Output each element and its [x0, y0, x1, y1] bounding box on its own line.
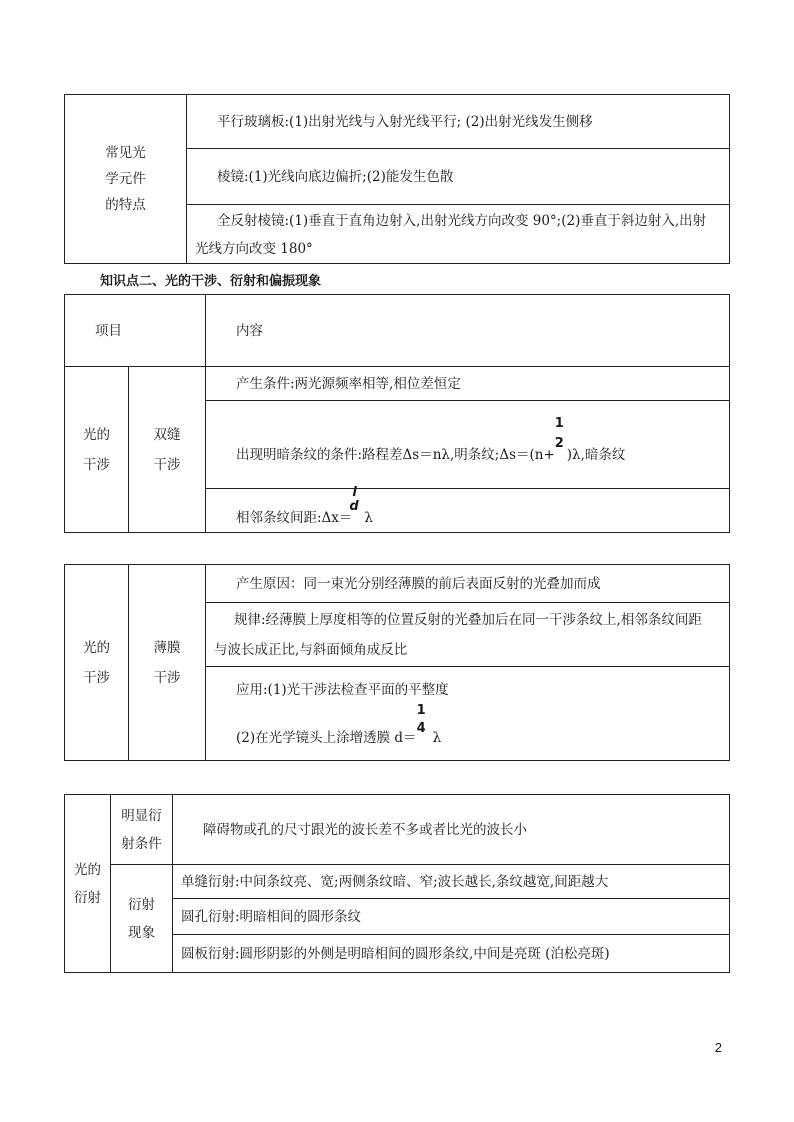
fraction-one-half: 1 2 [554, 415, 564, 451]
rule-row [206, 603, 730, 667]
fringe-spacing-text: 相邻条纹间距:Δx＝ [236, 509, 353, 526]
total-reflection-line-2: 光线方向改变 180° [195, 241, 313, 257]
total-reflection-line-1: 全反射棱镜:(1)垂直于直角边射入,出射光线方向改变 90°;(2)垂直于斜边射入,出射 [217, 213, 707, 229]
category-interference: 光的 干涉 [65, 565, 129, 761]
double-slit-table [64, 294, 730, 533]
fringe-condition-tail: )λ,暗条纹 [566, 446, 626, 463]
subcategory-thin-film: 薄膜 干涉 [129, 565, 206, 761]
single-slit-row: 单缝衍射:中间条纹亮、宽;两侧条纹暗、窄;波长越长,条纹越宽,间距越大 [173, 865, 730, 899]
condition-row: 产生条件:两光源频率相等,相位差恒定 [206, 367, 730, 401]
header-item: 项目 [65, 295, 206, 367]
category-diffraction: 光的 衍射 [65, 795, 111, 973]
diffraction-condition-row: 障碍物或孔的尺寸跟光的波长差不多或者比光的波长小 [173, 795, 730, 865]
thin-film-table [64, 564, 730, 761]
page-number: 2 [714, 1040, 722, 1055]
fraction-one-quarter: 1 4 [416, 702, 426, 736]
fringe-spacing-tail: λ [364, 509, 373, 526]
total-reflection-prism-row [187, 205, 730, 264]
optical-elements-label: 常见光 学元件 的特点 [65, 95, 187, 264]
fringe-condition-row [206, 401, 730, 489]
header-content: 内容 [206, 295, 730, 367]
application-row [206, 667, 730, 761]
fringe-condition-text: 出现明暗条纹的条件:路程差Δs＝nλ,明条纹;Δs＝(n+ [236, 446, 555, 463]
optical-elements-table [64, 94, 730, 264]
diffraction-table [64, 794, 730, 973]
prism-row: 棱镜:(1)光线向底边偏折;(2)能发生色散 [187, 149, 730, 205]
application-line-2: (2)在光学镜头上涂增透膜 d＝ 1 4 λ [236, 702, 442, 746]
fringe-spacing-row [206, 484, 730, 533]
cause-row: 产生原因：同一束光分别经薄膜的前后表面反射的光叠加而成 [206, 565, 730, 603]
circular-hole-row: 圆孔衍射:明暗相间的圆形条纹 [173, 899, 730, 935]
rule-line-1: 规律:经薄膜上厚度相等的位置反射的光叠加后在同一干涉条纹上,相邻条纹间距 [234, 611, 702, 628]
condition-label: 明显衍 射条件 [111, 795, 173, 865]
parallel-glass-row: 平行玻璃板:(1)出射光线与入射光线平行; (2)出射光线发生侧移 [187, 95, 730, 149]
section-heading: 知识点二、光的干涉、衍射和偏振现象 [100, 274, 322, 289]
phenomena-label: 衍射 现象 [111, 865, 173, 973]
application-line-1: 应用:(1)光干涉法检查平面的平整度 [236, 681, 449, 698]
circular-plate-row: 圆板衍射:圆形阴影的外侧是明暗相间的圆形条纹,中间是亮斑 (泊松亮斑) [173, 935, 730, 973]
category-interference: 光的 干涉 [65, 367, 129, 533]
fraction-l-over-d: l d [349, 484, 359, 514]
subcategory-double-slit: 双缝 干涉 [129, 367, 206, 533]
rule-line-2: 与波长成正比,与斜面倾角成反比 [214, 641, 408, 658]
